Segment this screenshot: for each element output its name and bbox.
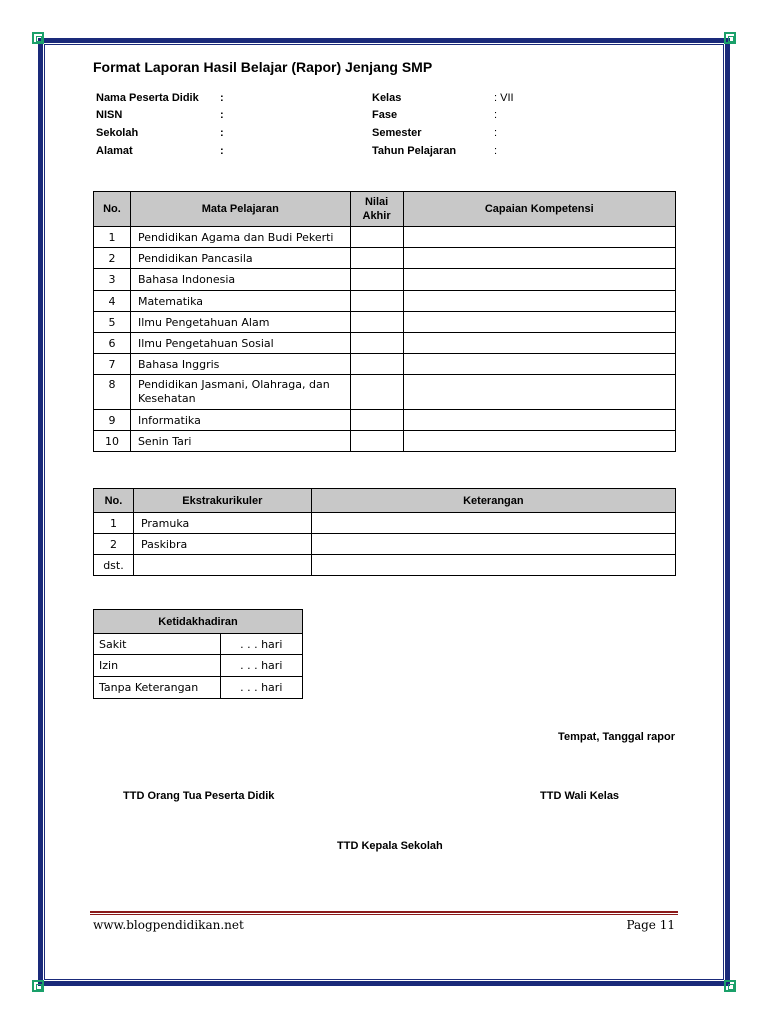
subject-competency-cell[interactable]: [403, 333, 675, 354]
footer-rule-thin: [90, 914, 678, 915]
subject-no: 7: [94, 354, 131, 375]
subject-competency-cell[interactable]: [403, 269, 675, 291]
absence-table: [93, 609, 303, 699]
subject-score-cell[interactable]: [350, 431, 403, 452]
subject-name: Ilmu Pengetahuan Sosial: [130, 333, 350, 354]
table-row: [94, 248, 676, 269]
footer-page-number: Page 11: [626, 918, 675, 932]
table-row: [94, 634, 303, 655]
table-row: [94, 655, 303, 677]
table-row: [94, 375, 676, 410]
place-date-label: Tempat, Tanggal rapor: [558, 731, 675, 743]
extra-name: Pramuka: [133, 513, 311, 534]
subjects-table: [93, 191, 676, 452]
extra-no: 2: [94, 534, 134, 555]
subject-competency-cell[interactable]: [403, 354, 675, 375]
absence-value: . . . hari: [220, 655, 303, 677]
extra-no: 1: [94, 513, 134, 534]
subjects-header-nilai-line1: Nilai: [364, 196, 389, 208]
table-row: [94, 354, 676, 375]
info-label-tahun: Tahun Pelajaran: [372, 145, 457, 157]
subject-score-cell[interactable]: [350, 227, 403, 248]
subject-name: Ilmu Pengetahuan Alam: [130, 312, 350, 333]
extracurricular-table: [93, 488, 676, 576]
footer-site-link[interactable]: www.blogpendidikan.net: [93, 918, 244, 932]
table-row: [94, 333, 676, 354]
extra-note-cell[interactable]: [311, 555, 675, 576]
subject-competency-cell[interactable]: [403, 291, 675, 312]
subject-name: Pendidikan Pancasila: [130, 248, 350, 269]
subjects-header-capaian: Capaian Kompetensi: [403, 192, 675, 227]
subject-score-cell[interactable]: [350, 333, 403, 354]
subject-name-multiline: [130, 375, 350, 410]
subject-score-cell[interactable]: [350, 312, 403, 333]
subject-score-cell[interactable]: [350, 410, 403, 431]
subject-competency-cell[interactable]: [403, 248, 675, 269]
info-sep-nama: :: [220, 92, 224, 104]
subject-name: Matematika: [130, 291, 350, 312]
absence-value: . . . hari: [220, 677, 303, 699]
subjects-header-nilai-line2: Akhir: [362, 210, 391, 222]
extra-header-row: [94, 489, 676, 513]
info-sep-kelas: : VII: [494, 92, 514, 104]
info-label-semester: Semester: [372, 127, 422, 139]
subject-name: Pendidikan Agama dan Budi Pekerti: [130, 227, 350, 248]
subject-score-cell[interactable]: [350, 248, 403, 269]
info-sep-nisn: :: [220, 109, 224, 121]
extra-no: dst.: [94, 555, 134, 576]
subject-name: Senin Tari: [130, 431, 350, 452]
table-row: [94, 291, 676, 312]
info-label-nama: Nama Peserta Didik: [96, 92, 199, 104]
footer-rule: [90, 911, 678, 913]
subject-no: 4: [94, 291, 131, 312]
info-label-kelas: Kelas: [372, 92, 402, 104]
subject-no: 5: [94, 312, 131, 333]
subject-no: 9: [94, 410, 131, 431]
subject-name: Pendidikan Jasmani, Olahraga, dan: [137, 378, 330, 391]
extra-header-no: No.: [94, 489, 134, 513]
table-row: [94, 410, 676, 431]
subjects-header-nilai: [350, 192, 403, 227]
parent-signature-label: TTD Orang Tua Peserta Didik: [123, 790, 275, 802]
info-label-fase: Fase: [372, 109, 398, 121]
info-sep-alamat: :: [220, 145, 224, 157]
extra-note-cell[interactable]: [311, 534, 675, 555]
subject-no: 10: [94, 431, 131, 452]
absence-label: Tanpa Keterangan: [94, 677, 221, 699]
corner-ornament-top-left: [32, 32, 44, 44]
subject-name: Informatika: [130, 410, 350, 431]
subject-score-cell[interactable]: [350, 269, 403, 291]
table-row: [94, 312, 676, 333]
table-row: [94, 513, 676, 534]
subject-competency-cell[interactable]: [403, 375, 675, 410]
page-title: Format Laporan Hasil Belajar (Rapor) Jenjang SMP: [93, 59, 433, 75]
subjects-header-mapel: Mata Pelajaran: [130, 192, 350, 227]
principal-signature-label: TTD Kepala Sekolah: [337, 840, 443, 852]
corner-ornament-top-right: [724, 32, 736, 44]
info-sep-semester: :: [494, 127, 498, 139]
table-row: [94, 555, 676, 576]
subject-score-cell[interactable]: [350, 291, 403, 312]
info-label-sekolah: Sekolah: [96, 127, 139, 139]
subject-score-cell[interactable]: [350, 375, 403, 410]
subject-name: Bahasa Inggris: [130, 354, 350, 375]
subject-no: 3: [94, 269, 131, 291]
subject-competency-cell[interactable]: [403, 312, 675, 333]
corner-ornament-bottom-right: [724, 980, 736, 992]
table-row: [94, 431, 676, 452]
homeroom-signature-label: TTD Wali Kelas: [540, 790, 620, 802]
extra-name: Paskibra: [133, 534, 311, 555]
absence-header: Ketidakhadiran: [94, 610, 303, 634]
absence-label: Izin: [94, 655, 221, 677]
info-sep-tahun: :: [494, 145, 498, 157]
subjects-header-no: No.: [94, 192, 131, 227]
subject-no: 8: [94, 375, 131, 410]
subject-name: Bahasa Indonesia: [130, 269, 350, 291]
absence-value: . . . hari: [220, 634, 303, 655]
info-sep-fase: :: [494, 109, 498, 121]
info-label-alamat: Alamat: [96, 145, 133, 157]
subject-competency-cell[interactable]: [403, 431, 675, 452]
table-row: [94, 677, 303, 699]
subject-score-cell[interactable]: [350, 354, 403, 375]
subject-name-cont: Kesehatan: [137, 392, 196, 405]
subjects-header-row: [94, 192, 676, 227]
table-row: [94, 534, 676, 555]
info-sep-sekolah: :: [220, 127, 224, 139]
extra-header-ket: Keterangan: [311, 489, 675, 513]
extra-name: [133, 555, 311, 576]
extra-note-cell[interactable]: [311, 513, 675, 534]
corner-ornament-bottom-left: [32, 980, 44, 992]
info-label-nisn: NISN: [96, 109, 123, 121]
subject-competency-cell[interactable]: [403, 227, 675, 248]
subject-no: 6: [94, 333, 131, 354]
table-row: [94, 269, 676, 291]
extra-header-name: Ekstrakurikuler: [133, 489, 311, 513]
absence-header-row: [94, 610, 303, 634]
subject-competency-cell[interactable]: [403, 410, 675, 431]
subject-no: 1: [94, 227, 131, 248]
absence-label: Sakit: [94, 634, 221, 655]
subject-no: 2: [94, 248, 131, 269]
table-row: [94, 227, 676, 248]
